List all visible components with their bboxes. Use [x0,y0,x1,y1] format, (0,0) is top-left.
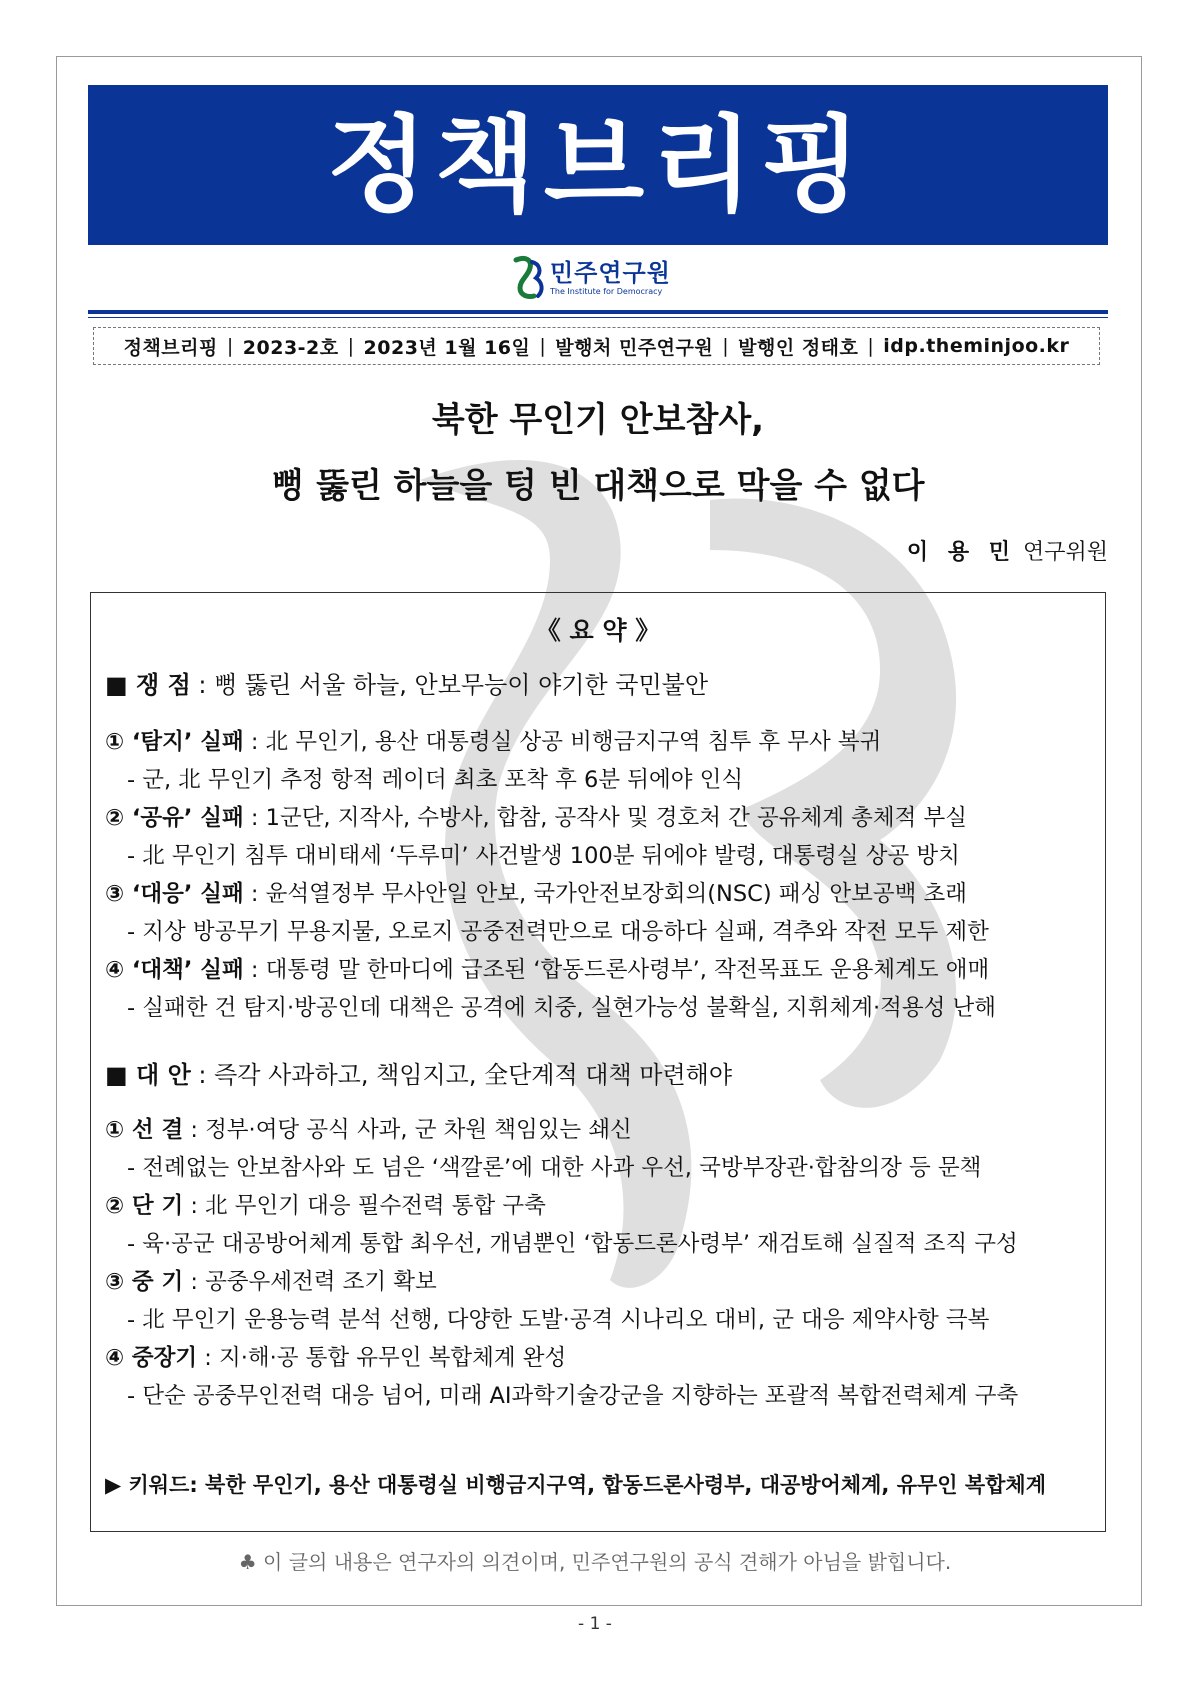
list-item: ① ‘탐지’ 실패 : 北 무인기, 용산 대통령실 상공 비행금지구역 침투 후 무사 복귀 [105,729,882,755]
summary-box [90,592,1106,1532]
alternatives-section-heading [105,1061,1097,1090]
header-banner [88,85,1108,245]
header-divider-thin [88,317,1108,318]
alternatives-text: : 즉각 사과하고, 책임지고, 全단계적 대책 마련해야 [190,1061,733,1089]
issues-text: : 뻥 뚫린 서울 하늘, 안보무능이 야기한 국민불안 [190,671,709,699]
publication-info-bar: 정책브리핑 | 2023-2호 | 2023년 1월 16일 | 발행처 민주연구원 | 발행인 정태호 | idp.theminjoo.kr [93,327,1100,365]
disclaimer: ♣ 이 글의 내용은 연구자의 의견이며, 민주연구원의 공식 견해가 아님을 밝힙니다. [238,1550,952,1574]
list-item-detail: - 군, 北 무인기 추정 항적 레이더 최초 포착 후 6분 뒤에야 인식 [127,767,744,793]
list-item-detail: - 육·공군 대공방어체계 통합 최우선, 개념뿐인 ‘합동드론사령부’ 재검토해 실질적 조직 구성 [127,1231,1018,1257]
info-issuer: 발행인 정태호 [738,336,859,359]
list-item: ③ ‘대응’ 실패 : 윤석열정부 무사안일 안보, 국가안전보장회의(NSC) 패싱 안보공백 초래 [105,881,967,907]
list-item: ② ‘공유’ 실패 : 1군단, 지작사, 수방사, 합참, 공작사 및 경호처 간 공유체계 총체적 부실 [105,805,967,831]
page-number: - 1 - [578,1614,612,1634]
list-item-detail: - 北 무인기 침투 대비태세 ‘두루미’ 사건발생 100분 뒤에야 발령, 대통령실 상공 방치 [127,843,960,869]
author-name: 이 용 민 [906,540,1016,565]
author [907,535,1108,566]
list-item-detail: - 전례없는 안보참사와 도 넘은 ‘색깔론’에 대한 사과 우선, 국방부장관·합참의장 등 문책 [127,1155,982,1181]
info-series: 정책브리핑 [123,336,218,359]
list-item: ① 선 결 : 정부·여당 공식 사과, 군 차원 책임있는 쇄신 [105,1117,632,1143]
banner-title: 정책브리핑 [326,104,870,226]
info-date: 2023년 1월 16일 [363,336,531,359]
summary-heading: 《 요 약 》 [535,616,661,645]
logo-subtitle: The Institute for Democracy [550,287,663,297]
author-role: 연구위원 [1022,540,1108,565]
issues-section-heading [105,671,1097,700]
list-item: ④ ‘대책’ 실패 : 대통령 말 한마디에 급조된 ‘합동드론사령부’, 작전목표도 운용체계도 애매 [105,957,990,983]
keywords: ▶ 키워드: 북한 무인기, 용산 대통령실 비행금지구역, 합동드론사령부, 대공방어체계, 유무인 복합체계 [105,1473,1047,1497]
document-title-line2: 뻥 뚫린 하늘을 텅 빈 대책으로 막을 수 없다 [271,466,925,506]
info-publisher: 발행처 민주연구원 [555,336,714,359]
info-website: idp.theminjoo.kr [883,335,1070,357]
header-divider [88,310,1108,314]
list-item: ④ 중장기 : 지·해·공 통합 유무인 복합체계 완성 [105,1345,567,1371]
alternatives-label: ■ 대 안 [105,1061,191,1089]
info-issue: 2023-2호 [242,336,339,359]
document-title-line1: 북한 무인기 안보참사, [431,400,765,440]
issues-label: ■ 쟁 점 [105,671,191,699]
list-item: ② 단 기 : 北 무인기 대응 필수전력 통합 구축 [105,1193,546,1219]
list-item-detail: - 지상 방공무기 무용지물, 오로지 공중전력만으로 대응하다 실패, 격추와 작전 모두 제한 [127,919,989,945]
list-item-detail: - 北 무인기 운용능력 분석 선행, 다양한 도발·공격 시나리오 대비, 군 대응 제약사항 극복 [127,1307,990,1333]
list-item: ③ 중 기 : 공중우세전력 조기 확보 [105,1269,437,1295]
institute-logo [512,252,692,304]
list-item-detail: - 실패한 건 탐지·방공인데 대책은 공격에 치중, 실현가능성 불확실, 지휘체계·적용성 난해 [127,995,996,1021]
brush-logo-icon [512,254,546,302]
logo-name: 민주연구원 [550,258,671,287]
list-item-detail: - 단순 공중무인전력 대응 넘어, 미래 AI과학기술강군을 지향하는 포괄적 복합전력체계 구축 [127,1383,1019,1409]
